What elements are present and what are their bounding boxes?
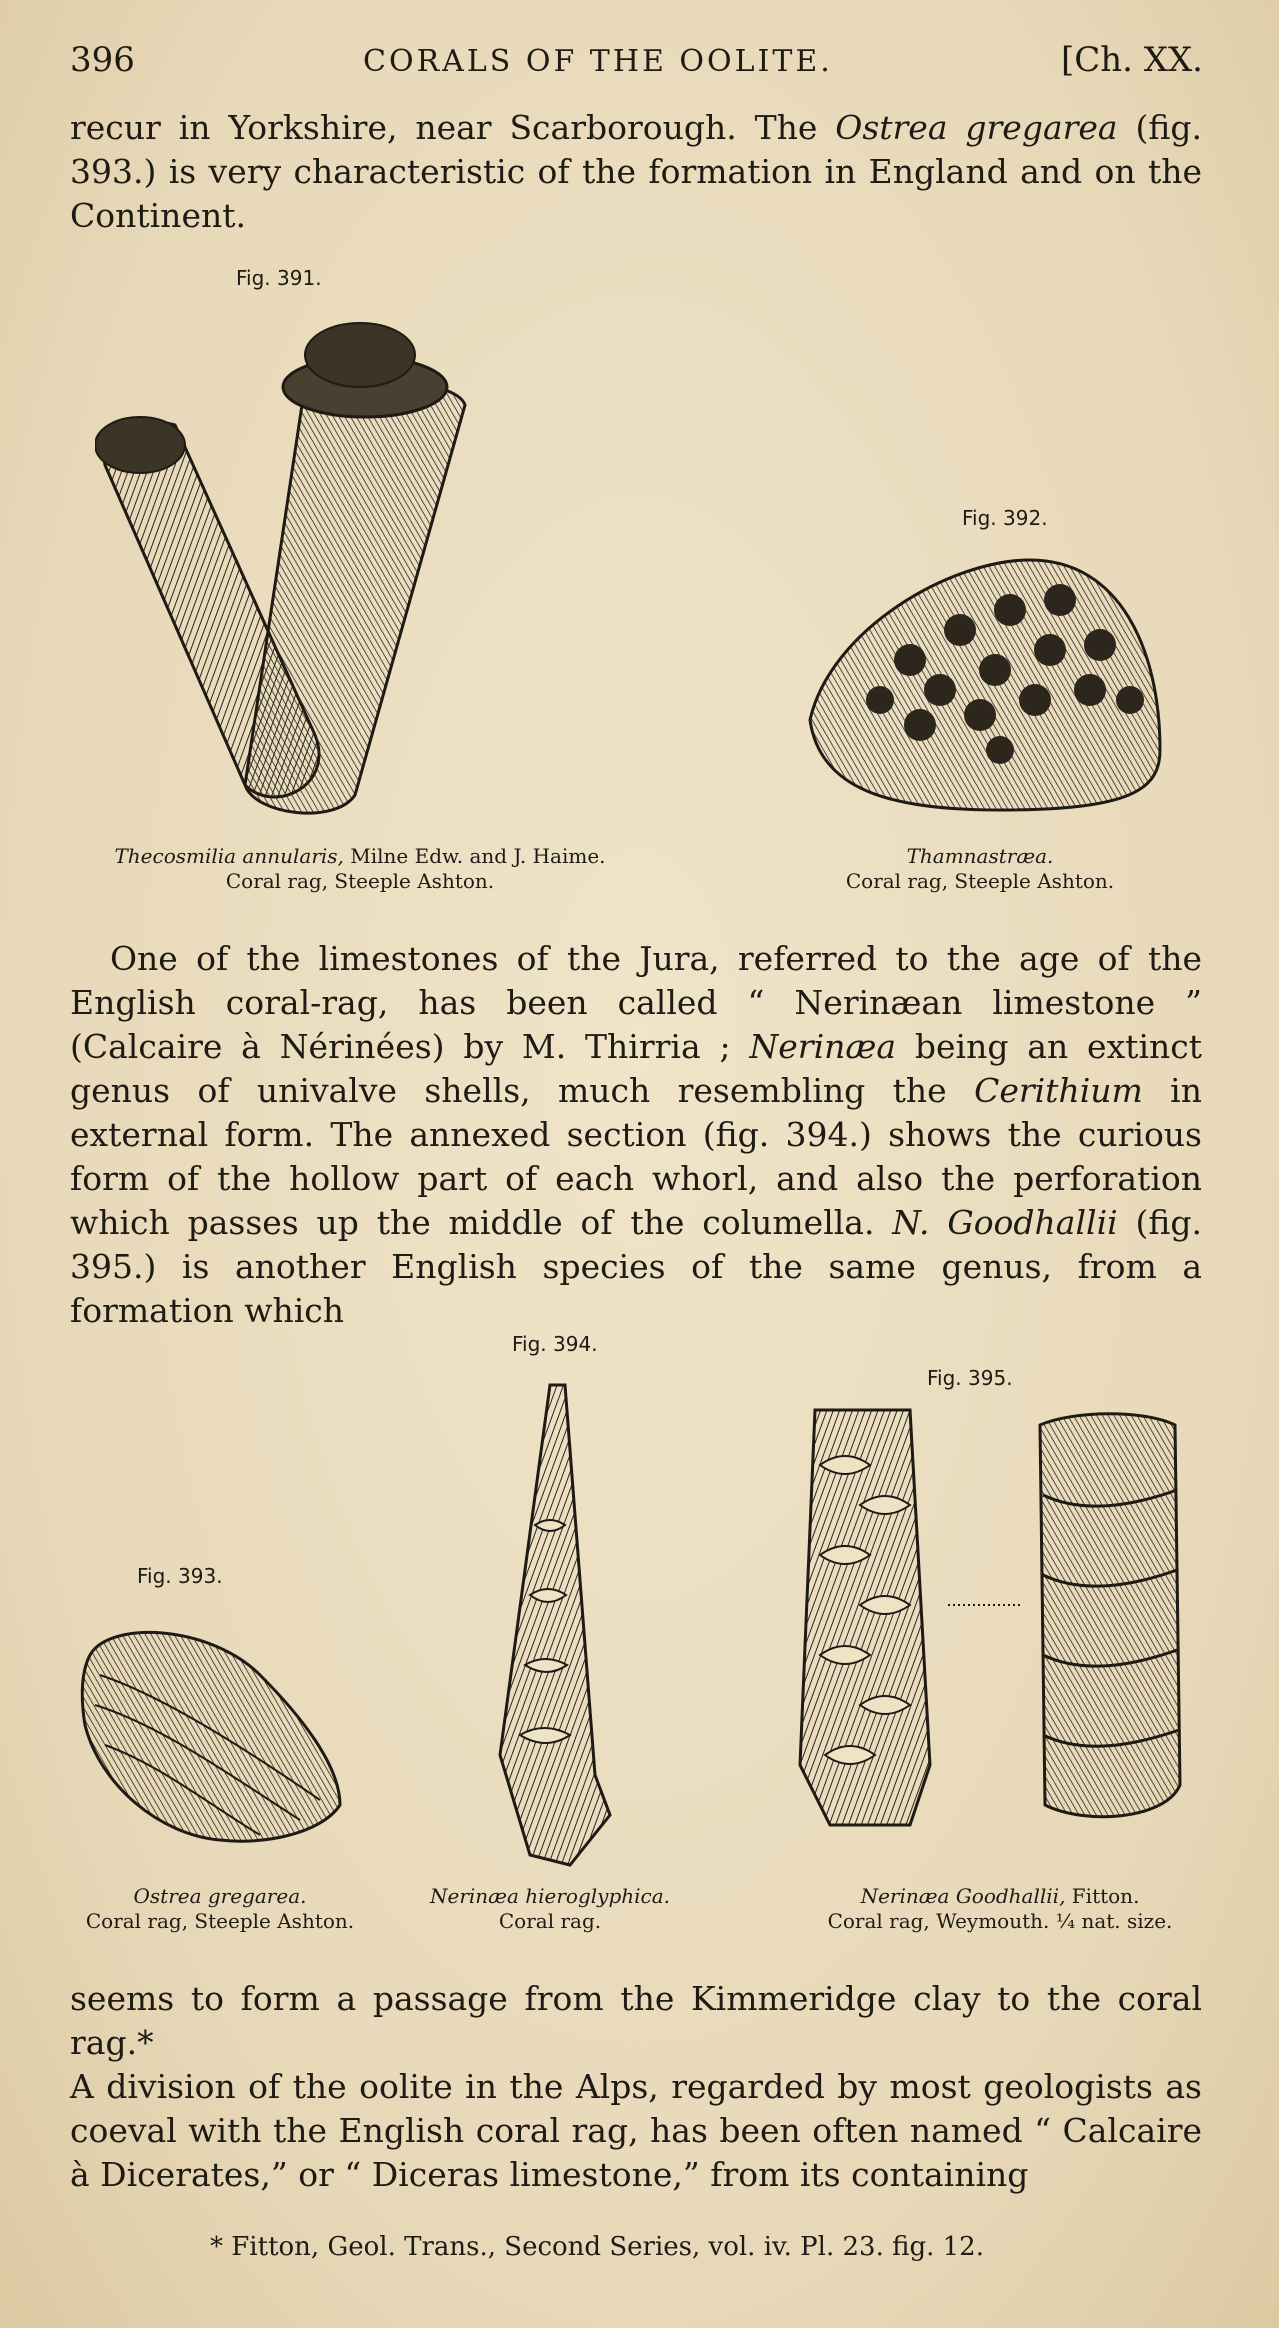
fig-392-caption xyxy=(800,844,1160,894)
fig-395-label: Fig. 395. xyxy=(927,1366,1013,1390)
fig-391-location: Coral rag, Steeple Ashton. xyxy=(225,869,495,893)
para2-text-d: (fig. 395.) is another English species of the same genus, from a formation which xyxy=(70,1203,1202,1330)
fig-391-species: Thecosmilia annularis, xyxy=(114,844,344,868)
fig-395-author: Fitton. xyxy=(1065,1884,1140,1908)
fig-392-coral-illustration xyxy=(800,550,1170,820)
para2-genus: Nerinæa xyxy=(749,1027,897,1066)
para2-text-a: One of the limestones of the Jura, referred to the age of the English coral-rag, has been called “ Nerinæan limestone ” (Calcaire à Nérinées) by M. Thirria ; xyxy=(70,939,1202,1066)
para1-text-b: (fig. 393.) is very characteristic of the formation in England and on the Continent. xyxy=(70,108,1202,235)
fig-392-location: Coral rag, Steeple Ashton. xyxy=(845,869,1115,893)
fig-392-species: Thamnastræa. xyxy=(906,844,1054,868)
paragraph-4 xyxy=(70,2065,1202,2197)
fig-391-caption xyxy=(60,844,660,894)
fig-394-label: Fig. 394. xyxy=(512,1332,598,1356)
para3-text: seems to form a passage from the Kimmeridge clay to the coral rag.* xyxy=(70,1979,1202,2062)
fig-395-location: Coral rag, Weymouth. ¼ nat. size. xyxy=(827,1909,1173,1933)
running-header xyxy=(70,40,1203,86)
footnote: * Fitton, Geol. Trans., Second Series, vol. iv. Pl. 23. fig. 12. xyxy=(210,2232,984,2262)
fig-394-species: Nerinæa hieroglyphica. xyxy=(429,1884,671,1908)
para1-species: Ostrea gregarea xyxy=(835,108,1118,147)
fig-393-label: Fig. 393. xyxy=(137,1564,223,1588)
para2-text-b: being an extinct genus of univalve shells, much resembling the xyxy=(70,1027,1202,1110)
fig-395-shell-section xyxy=(790,1405,950,1835)
fig-393-caption xyxy=(60,1884,380,1934)
fig-395-species: Nerinæa Goodhallii, xyxy=(860,1884,1066,1908)
para2-text-c: in external form. The annexed section (fig. 394.) shows the curious form of the hollow part of each whorl, and also the perforation which passes up the middle of the columella. xyxy=(70,1071,1202,1242)
fig-395-dotted-connector xyxy=(948,1603,1020,1607)
fig-394-caption xyxy=(410,1884,690,1934)
fig-395-caption xyxy=(780,1884,1220,1934)
page-number: 396 xyxy=(70,40,135,80)
chapter-marker: [Ch. XX. xyxy=(1060,40,1203,80)
fig-395-shell-exterior xyxy=(1015,1405,1195,1835)
paragraph-3 xyxy=(70,1977,1202,2065)
para4-text: A division of the oolite in the Alps, regarded by most geologists as coeval with the English coral rag, has been often named “ Calcaire à Dicerates,” or “ Diceras limestone,” from its containing xyxy=(70,2067,1202,2194)
para2-goodhallii: N. Goodhallii xyxy=(892,1203,1118,1242)
para1-text-a: recur in Yorkshire, near Scarborough. The xyxy=(70,108,836,147)
paragraph-1 xyxy=(70,106,1202,238)
fig-393-location: Coral rag, Steeple Ashton. xyxy=(85,1909,355,1933)
running-title: CORALS OF THE OOLITE. xyxy=(363,44,833,79)
fig-392-label: Fig. 392. xyxy=(962,506,1048,530)
fig-394-location: Coral rag. xyxy=(498,1909,602,1933)
fig-391-coral-illustration xyxy=(95,315,475,825)
fig-393-shell-illustration xyxy=(70,1615,350,1855)
para2-cerithium: Cerithium xyxy=(974,1071,1143,1110)
fig-391-label: Fig. 391. xyxy=(236,266,322,290)
fig-393-species: Ostrea gregarea. xyxy=(133,1884,307,1908)
fig-394-shell-section xyxy=(490,1375,630,1875)
paragraph-2 xyxy=(70,937,1202,1333)
fig-391-author: Milne Edw. and J. Haime. xyxy=(343,844,606,868)
